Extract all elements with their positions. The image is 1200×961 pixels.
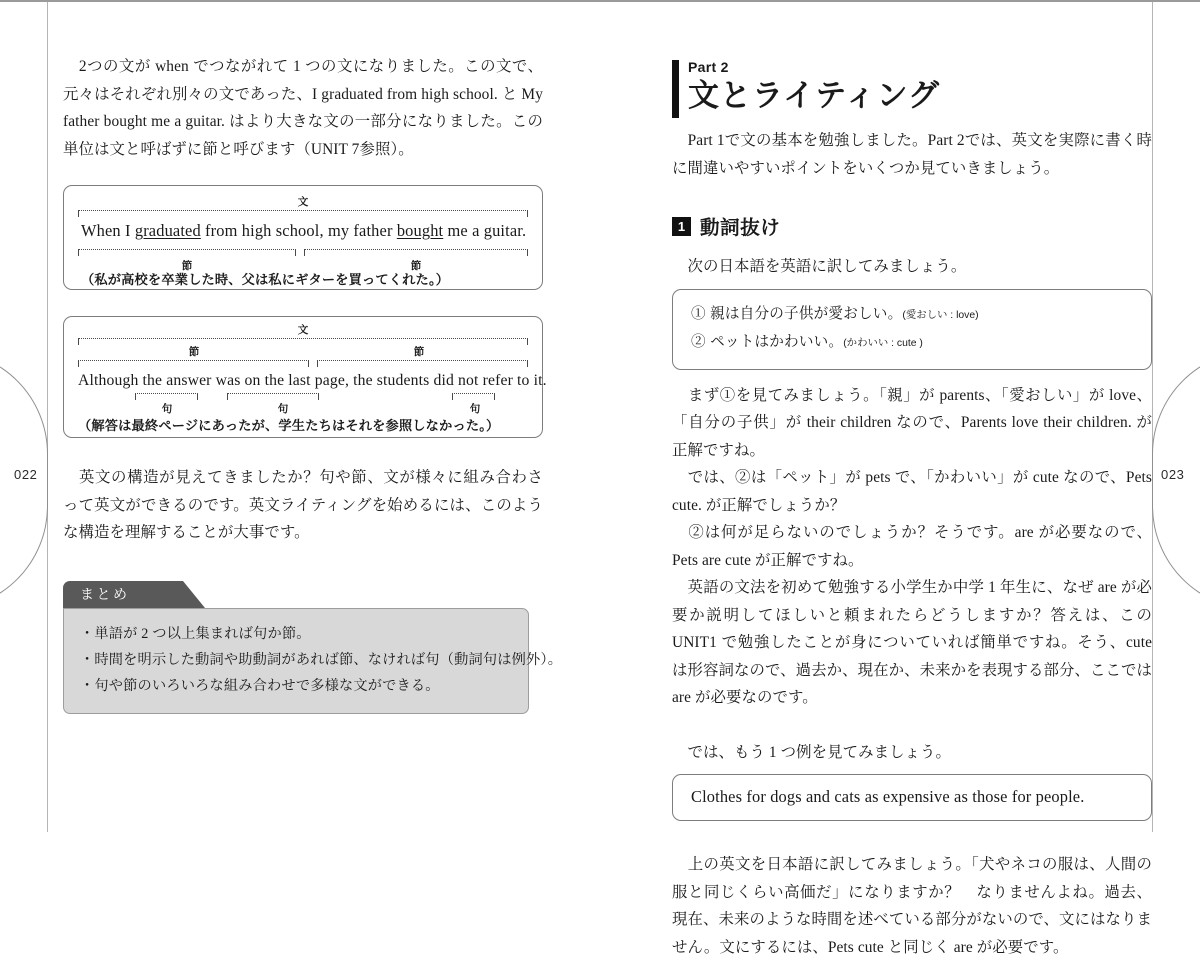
diagram2-clause-span-1 (78, 360, 309, 367)
diagram1-sentence-span (78, 210, 528, 217)
body-paragraph-1: まず①を見てみましょう。「親」が parents、「愛おしい」が love、「自分の子供」が their children なので、Parents love their children. が正解ですね。 (672, 386, 1152, 459)
right-page-edge-rule (1152, 2, 1153, 832)
exercise-box (672, 289, 1152, 370)
section-heading (672, 212, 1152, 240)
diagram2-phrase-label-3: 句 (469, 403, 481, 415)
section-number-badge: 1 (672, 217, 691, 236)
diagram2-phrase-span-2 (227, 393, 319, 400)
exercise-marker-1: ① (691, 305, 706, 322)
body-paragraph-3: ②は何が足らないのでしょうか？そうです。are が必要なので、Pets are cute が正解ですね。 (672, 524, 1152, 569)
clause-diagram-box-1 (63, 185, 543, 290)
exercise-text-2: ペットはかわいい。 (710, 333, 844, 350)
diagram1-clause-label-1: 節 (181, 260, 193, 272)
diagram2-sentence-label: 文 (297, 324, 309, 336)
diagram2-translation: （解答は最終ページにあったが、学生たちはそれを参照しなかった。） (78, 418, 500, 433)
diagram1-sentence: When I graduated from high school, my father bought me a guitar. (81, 221, 527, 240)
summary-tab-label: まとめ (80, 586, 130, 602)
right-page-column (672, 2, 1152, 961)
diagram2-phrase-span-1 (135, 393, 198, 400)
clause-diagram-box-2 (63, 316, 547, 438)
left-intro-paragraph: 2つの文が when でつながれて 1 つの文になりました。この文で、元々はそれぞれ別々の文であった、I graduated from high school. と My father bought me a guitar. はより大きな文の一部分になりました。この単位は文と呼ばずに節と呼びます（UNIT 7参照）。 (63, 58, 543, 158)
summary-block (63, 581, 563, 714)
diagram1-translation: （私が高校を卒業した時、父は私にギターを買ってくれた。） (81, 272, 450, 287)
exercise-gloss-2: (かわいい : cute ) (843, 337, 923, 349)
diagram2-phrase-span-3 (452, 393, 495, 400)
part-kicker: Part 2 (688, 59, 729, 75)
body-paragraph-4: 英語の文法を初めて勉強する小学生か中学 1 年生に、なぜ are が必要か説明してほしいと頼まれたらどうしますか？答えは、この UNIT1 で勉強したことが身についていれば簡単ですね。そう、cute は形容詞なので、過去か、現在か、未来かを表現する部分、ここでは are が必要なのです。 (672, 579, 1152, 706)
clause-diagram-2 (64, 317, 547, 439)
left-page-column (63, 2, 563, 714)
diagram2-clause-label-2: 節 (413, 346, 425, 358)
section-prompt: 次の日本語を英語に訳してみましょう。 (672, 258, 967, 275)
summary-item: ・時間を明示した動詞や助動詞があれば節、なければ句（動詞句は例外）。 (80, 651, 563, 668)
diagram2-phrase-label-1: 句 (161, 403, 173, 415)
summary-item: ・単語が 2 つ以上集まれば句か節。 (80, 625, 311, 642)
body-paragraph-2: では、②は「ペット」が pets で、「かわいい」が cute なので、Pets cute. が正解でしょうか？ (672, 469, 1152, 514)
part-accent-bar (672, 60, 679, 118)
body-paragraph-5: 上の英文を日本語に訳してみましょう。「犬やネコの服は、人間の服と同じくらい高価だ」になりますか？ なりませんよね。過去、現在、未来のような時間を述べている部分がないので、文にはなりません。文にするには、Pets cute と同じく are が必要です。 (672, 856, 1152, 956)
diagram2-sentence: Although the answer was on the last page, the students did not refer to it. (78, 372, 547, 389)
part-intro-paragraph: Part 1で文の基本を勉強しました。Part 2では、英文を実際に書く時に間違いやすいポイントをいくつか見ていきましょう。 (672, 132, 1152, 177)
page-number-left: 022 (14, 467, 38, 482)
diagram2-clause-label-1: 節 (188, 346, 200, 358)
diagram2-phrase-label-2: 句 (277, 403, 289, 415)
diagram2-clause-span-2 (317, 360, 528, 367)
summary-body (63, 608, 563, 714)
left-closing-paragraph: 英文の構造が見えてきましたか？句や節、文が様々に組み合わさって英文ができるのです。英文ライティングを始めるには、このような構造を理解することが大事です。 (63, 469, 543, 541)
diagram1-clause-span-2 (304, 249, 528, 256)
clause-diagram-1 (64, 186, 542, 291)
diagram1-clause-label-2: 節 (410, 260, 422, 272)
exercise-item-2 (691, 329, 1133, 357)
summary-item: ・句や節のいろいろな組み合わせで多様な文ができる。 (80, 677, 440, 694)
left-page-edge-rule (47, 2, 48, 832)
diagram2-sentence-span (78, 338, 528, 345)
part-title: 文とライティング (688, 78, 940, 113)
transition-paragraph: では、もう 1 つ例を見てみましょう。 (672, 743, 952, 761)
example-sentence-box (672, 774, 1152, 821)
exercise-gloss-1: (愛おしい : love) (902, 309, 979, 321)
page-number-right: 023 (1161, 467, 1185, 482)
part-heading (672, 58, 1152, 116)
section-title: 動詞抜け (700, 217, 781, 239)
example-sentence: Clothes for dogs and cats as expensive as those for people. (691, 787, 1085, 806)
exercise-text-1: 親は自分の子供が愛おしい。 (710, 305, 903, 322)
exercise-item-1 (691, 301, 1133, 329)
diagram1-sentence-label: 文 (297, 196, 309, 208)
exercise-marker-2: ② (691, 333, 706, 350)
summary-tab (63, 581, 183, 608)
diagram1-clause-span-1 (78, 249, 296, 256)
